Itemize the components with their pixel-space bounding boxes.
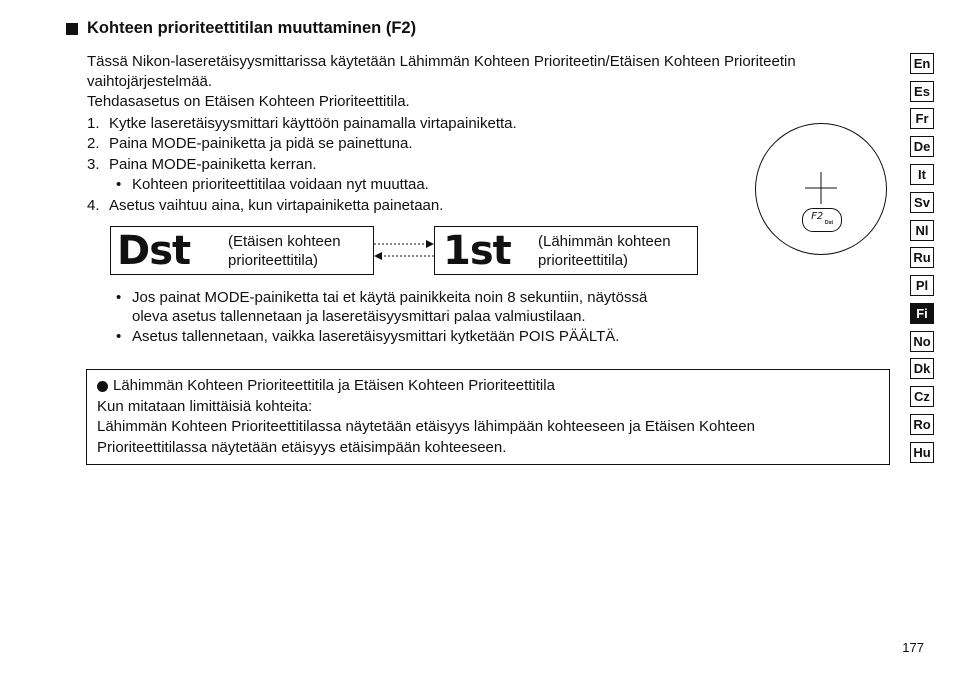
step-number: 3. xyxy=(87,156,100,173)
bullet-2 xyxy=(116,327,619,347)
lang-tab-no[interactable]: No xyxy=(910,331,934,352)
display-1st-caption-1: (Lähimmän kohteen xyxy=(538,233,671,250)
bullet-dot-icon: • xyxy=(116,289,122,306)
display-1st-symbol: 1st xyxy=(443,228,511,274)
note-title xyxy=(97,376,555,397)
viewfinder-sub: Dst xyxy=(825,220,834,226)
lang-tab-cz[interactable]: Cz xyxy=(910,386,934,407)
lang-tab-es[interactable]: Es xyxy=(910,81,934,102)
lang-tab-nl[interactable]: Nl xyxy=(910,220,934,241)
note-title-text: Lähimmän Kohteen Prioriteettitila ja Etäisen Kohteen Prioriteettitila xyxy=(113,377,555,394)
step-4 xyxy=(87,196,443,216)
lang-tab-dk[interactable]: Dk xyxy=(910,358,934,379)
step-1 xyxy=(87,114,517,134)
intro-line-3: Tehdasasetus on Etäisen Kohteen Prioriteettitila. xyxy=(87,93,410,110)
step-3 xyxy=(87,155,317,175)
step-text: Paina MODE-painiketta ja pidä se painettuna. xyxy=(109,135,413,152)
lang-tab-ro[interactable]: Ro xyxy=(910,414,934,435)
step-2 xyxy=(87,134,413,154)
lang-tab-hu[interactable]: Hu xyxy=(910,442,934,463)
lang-tab-pl[interactable]: Pl xyxy=(910,275,934,296)
display-dst-box xyxy=(110,226,374,275)
note-box xyxy=(86,369,890,465)
viewfinder-mode-indicator xyxy=(802,208,842,232)
note-line-3: Prioriteettitilassa näytetään etäisyys etäisimpään kohteeseen. xyxy=(97,439,507,456)
step-text: Paina MODE-painiketta kerran. xyxy=(109,156,317,173)
bullet-text: Asetus tallennetaan, vaikka laseretäisyysmittari kytketään POIS PÄÄLTÄ. xyxy=(132,328,620,345)
step-number: 2. xyxy=(87,135,100,152)
display-dst-caption-2: prioriteettitila) xyxy=(228,252,319,269)
toggle-arrows-icon xyxy=(372,236,436,264)
lang-tab-fr[interactable]: Fr xyxy=(910,108,934,129)
viewfinder-mode: F2 xyxy=(811,211,824,222)
step-number: 1. xyxy=(87,115,100,132)
bullet-1-line-1 xyxy=(116,288,647,308)
viewfinder-circle xyxy=(755,123,887,255)
intro-line-1: Tässä Nikon-laseretäisyysmittarissa käytetään Lähimmän Kohteen Prioriteetin/Etäisen Kohteen Prioriteetin xyxy=(87,53,796,70)
lang-tab-ru[interactable]: Ru xyxy=(910,247,934,268)
bullet-text: Kohteen prioriteettitilaa voidaan nyt muuttaa. xyxy=(132,176,429,193)
display-1st-caption-2: prioriteettitila) xyxy=(538,252,629,269)
step-text: Asetus vaihtuu aina, kun virtapainiketta painetaan. xyxy=(109,197,444,214)
crosshair-icon xyxy=(803,170,839,206)
lang-tab-en[interactable]: En xyxy=(910,53,934,74)
heading-text: Kohteen prioriteettitilan muuttaminen (F2) xyxy=(87,19,417,37)
lang-tab-it[interactable]: It xyxy=(910,164,934,185)
display-dst-caption-1: (Etäisen kohteen xyxy=(228,233,341,250)
bullet-1-line-2: oleva asetus tallennetaan ja laseretäisyysmittari palaa valmiustilaan. xyxy=(132,308,586,325)
bullet-dot-icon: • xyxy=(116,176,122,193)
section-heading xyxy=(66,19,416,38)
lang-tab-sv[interactable]: Sv xyxy=(910,192,934,213)
step-3-bullet xyxy=(116,175,429,195)
note-line-2: Lähimmän Kohteen Prioriteettitilassa näytetään etäisyys lähimpään kohteeseen ja Etäisen Kohteen xyxy=(97,418,755,435)
step-text: Kytke laseretäisyysmittari käyttöön painamalla virtapainiketta. xyxy=(109,115,517,132)
display-1st-box xyxy=(434,226,698,275)
intro-line-2: vaihtojärjestelmää. xyxy=(87,73,213,90)
lang-tab-de[interactable]: De xyxy=(910,136,934,157)
circle-bullet-icon xyxy=(97,381,108,392)
bullet-dot-icon: • xyxy=(116,328,122,345)
square-bullet-icon xyxy=(66,23,78,35)
step-number: 4. xyxy=(87,197,100,214)
bullet-text: Jos painat MODE-painiketta tai et käytä painikkeita noin 8 sekuntiin, näytössä xyxy=(132,289,648,306)
page-number: 177 xyxy=(902,640,924,655)
note-line-1: Kun mitataan limittäisiä kohteita: xyxy=(97,398,313,415)
lang-tab-fi[interactable]: Fi xyxy=(910,303,934,324)
display-dst-symbol: Dst xyxy=(117,228,191,274)
